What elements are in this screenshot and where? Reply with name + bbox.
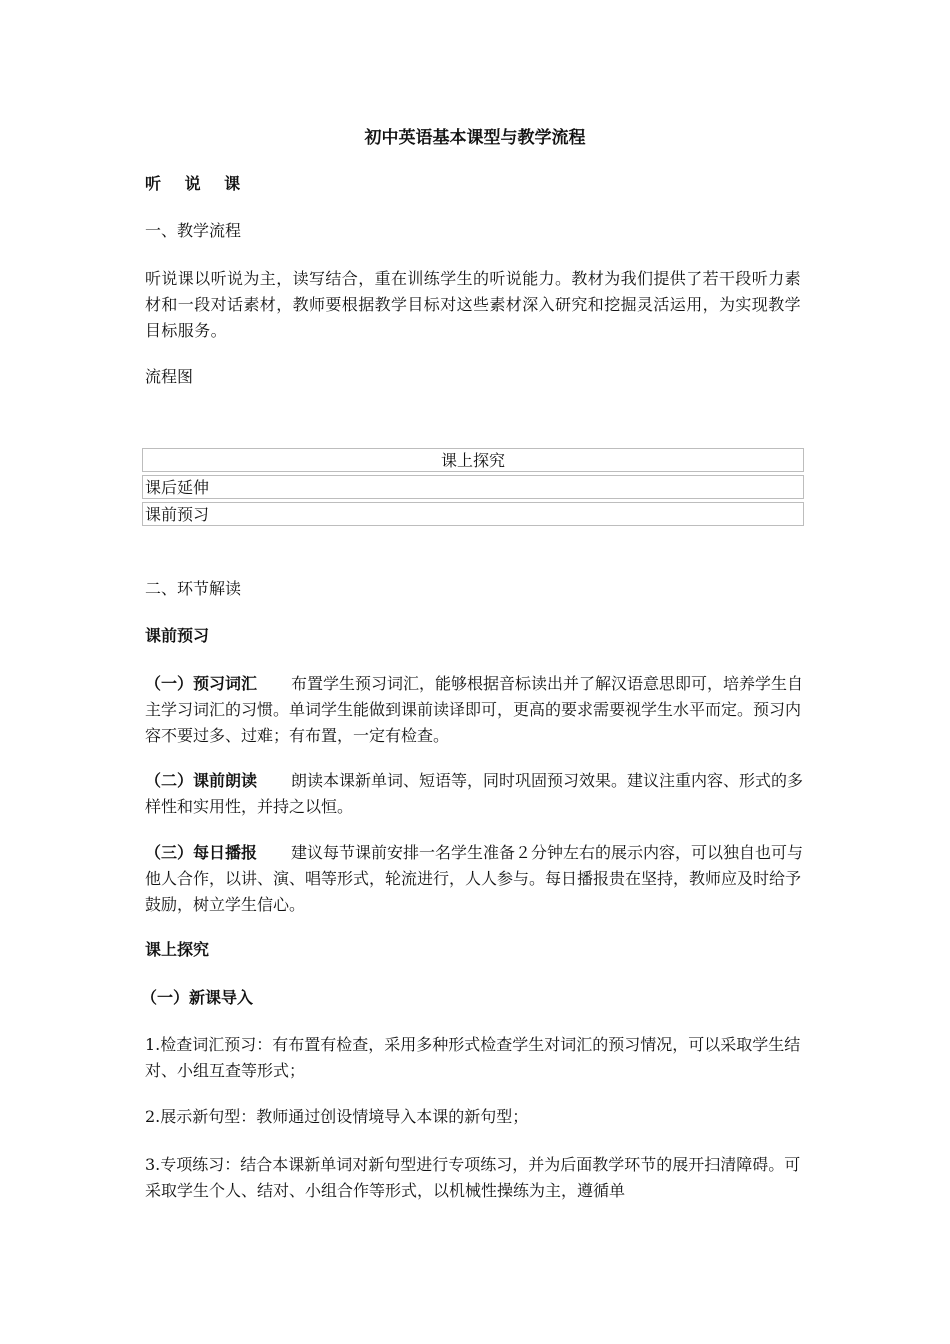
step-vocab-check: 1.检查词汇预习：有布置有检查，采用多种形式检查学生对词汇的预习情况，可以采取学生结对、小组互查等形式；	[145, 1035, 801, 1080]
flowchart-box-after-class: 课后延伸	[142, 475, 804, 499]
preview-item-daily-report	[145, 840, 810, 918]
document-title: 初中英语基本课型与教学流程	[364, 128, 586, 148]
flowchart-label: 流程图	[145, 367, 194, 386]
explore-heading: 课上探究	[145, 940, 210, 959]
item-label: （三）每日播报	[145, 843, 258, 862]
item-label: （一）预习词汇	[145, 674, 258, 693]
flowchart-box-before-class: 课前预习	[142, 502, 804, 526]
item-text: 建议每节课前安排一名学生准备２分钟左右的展示内容，可以独自也可与他人合作，以讲、演、唱等形式，轮流进行，人人参与。每日播报贵在坚持，教师应及时给予鼓励，树立学生信心。	[145, 843, 804, 914]
course-heading: 听 说 课	[145, 174, 250, 193]
item-label: （二）课前朗读	[145, 771, 258, 790]
section1-heading: 一、教学流程	[145, 221, 242, 240]
step-special-practice: 3.专项练习：结合本课新单词对新句型进行专项练习，并为后面教学环节的展开扫清障碍。可采取学生个人、结对、小组合作等形式，以机械性操练为主，遵循单	[145, 1155, 801, 1200]
flowchart-box-in-class: 课上探究	[142, 448, 804, 472]
item-text: 布置学生预习词汇，能够根据音标读出并了解汉语意思即可，培养学生自主学习词汇的习惯。单词学生能做到课前读译即可，更高的要求需要视学生水平而定。预习内容不要过多、过难；有布置，一定有检查。	[145, 674, 804, 745]
section1-paragraph: 听说课以听说为主，读写结合，重在训练学生的听说能力。教材为我们提供了若干段听力素材和一段对话素材，教师要根据教学目标对这些素材深入研究和挖掘灵活运用，为实现教学目标服务。	[145, 269, 802, 340]
intro-heading: （一）新课导入	[141, 988, 254, 1007]
step-new-sentence: 2.展示新句型：教师通过创设情境导入本课的新句型；	[145, 1107, 529, 1126]
preview-heading: 课前预习	[145, 626, 210, 645]
preview-item-vocabulary	[145, 671, 810, 749]
preview-item-reading	[145, 768, 810, 820]
item-text: 朗读本课新单词、短语等，同时巩固预习效果。建议注重内容、形式的多样性和实用性，并持之以恒。	[145, 771, 804, 816]
section2-heading: 二、环节解读	[145, 579, 242, 598]
